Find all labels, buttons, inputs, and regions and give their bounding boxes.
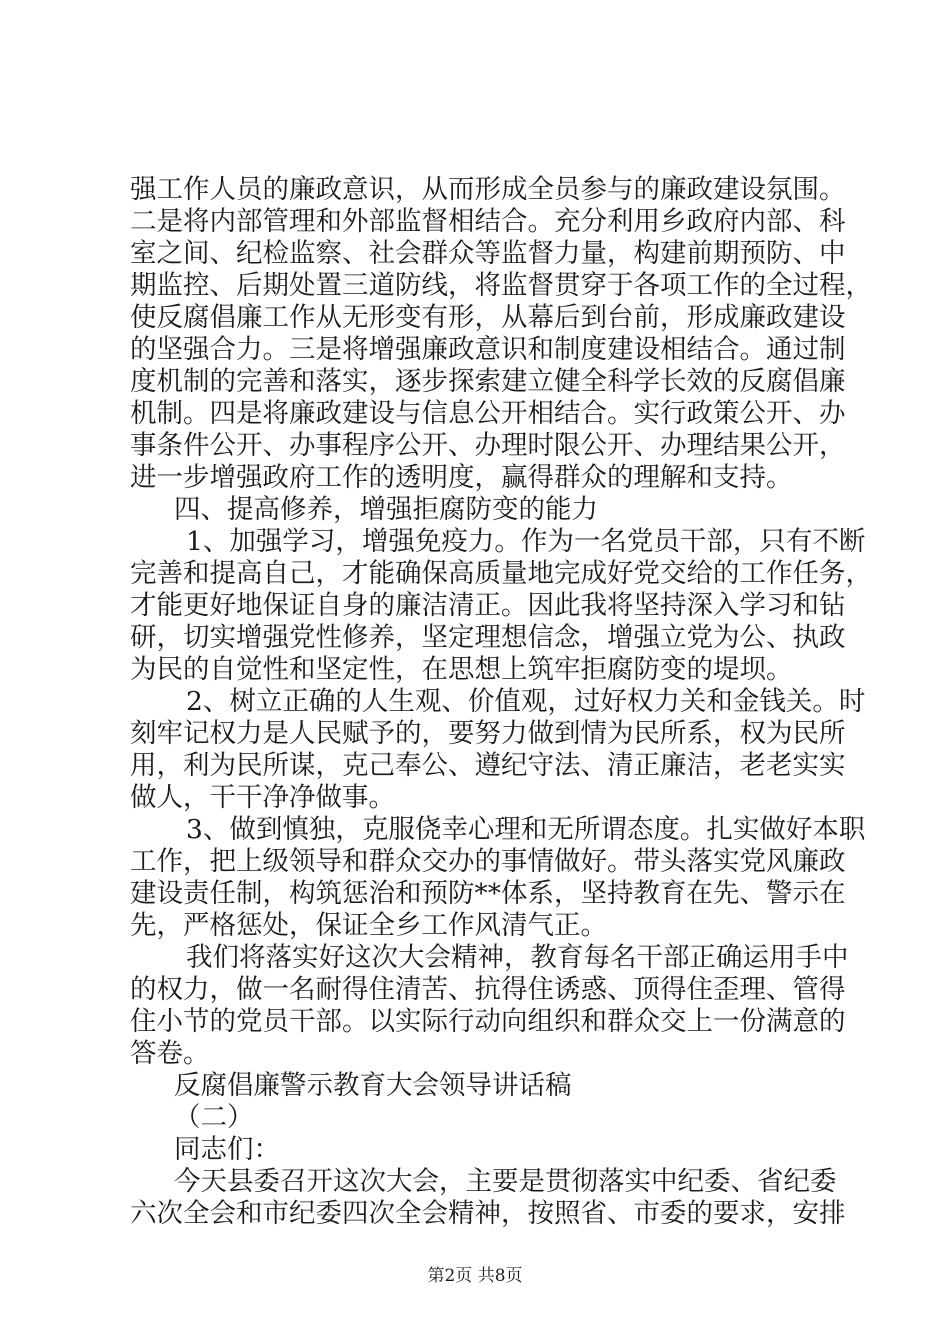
body-text-line: 六次全会和市纪委四次全会精神，按照省、市委的要求，安排 [130,1198,846,1229]
body-text-line: 答卷。 [130,1038,210,1069]
body-text-line: 室之间、纪检监察、社会群众等监督力量，构建前期预防、中 [130,238,846,269]
body-text-line: 为民的自觉性和坚定性，在思想上筑牢拒腐防变的堤坝。 [130,654,793,685]
body-text-line: 先，严格惩处，保证全乡工作风清气正。 [130,910,607,941]
body-text-line: 的权力，做一名耐得住清苦、抗得住诱惑、顶得住歪理、管得 [130,974,846,1005]
body-text-line: 的坚强合力。三是将增强廉政意识和制度建设相结合。通过制 [130,334,846,365]
body-text-line: 工作，把上级领导和群众交办的事情做好。带头落实党风廉政 [130,846,846,877]
page-number: 第2页 共8页 [427,1266,523,1286]
body-text-line: 使反腐倡廉工作从无形变有形，从幕后到台前，形成廉政建设 [130,302,846,333]
body-text-line: 度机制的完善和落实，逐步探索建立健全科学长效的反腐倡廉 [130,366,846,397]
body-text-line: 才能更好地保证自身的廉洁清正。因此我将坚持深入学习和钻 [130,590,846,621]
section-heading: 四、提高修养，增强拒腐防变的能力 [174,494,598,525]
body-text-line: 进一步增强政府工作的透明度，赢得群众的理解和支持。 [130,462,793,493]
body-text-line: 二是将内部管理和外部监督相结合。充分利用乡政府内部、科 [130,206,846,237]
document-title: 反腐倡廉警示教育大会领导讲话稿 [174,1070,572,1101]
body-text-line: 事条件公开、办事程序公开、办理时限公开、办理结果公开， [130,430,846,461]
body-text-line: 建设责任制，构筑惩治和预防**体系，坚持教育在先、警示在 [130,878,846,909]
body-text-line: 期监控、后期处置三道防线，将监督贯穿于各项工作的全过程， [130,270,872,301]
body-text-line: 机制。四是将廉政建设与信息公开相结合。实行政策公开、办 [130,398,846,429]
body-text-line: 用，利为民所谋，克己奉公、遵纪守法、清正廉洁，老老实实 [130,750,846,781]
document-subtitle: （二） [174,1102,254,1133]
body-text-line: 1、加强学习，增强免疫力。作为一名党员干部，只有不断 [186,526,866,557]
body-text-line: 住小节的党员干部。以实际行动向组织和群众交上一份满意的 [130,1006,846,1037]
body-text-line: 3、做到慎独，克服侥幸心理和无所谓态度。扎实做好本职 [186,814,866,845]
body-text-line: 完善和提高自己，才能确保高质量地完成好党交给的工作任务， [130,558,872,589]
body-text-line: 今天县委召开这次大会，主要是贯彻落实中纪委、省纪委 [174,1166,837,1197]
salutation: 同志们： [174,1134,280,1165]
body-text-line: 研，切实增强党性修养，坚定理想信念，增强立党为公、执政 [130,622,846,653]
body-text-line: 做人，干干净净做事。 [130,782,395,813]
body-text-line: 2、树立正确的人生观、价值观，过好权力关和金钱关。时 [186,686,866,717]
body-text-line: 强工作人员的廉政意识，从而形成全员参与的廉政建设氛围。 [130,174,846,205]
body-text-line: 刻牢记权力是人民赋予的，要努力做到情为民所系，权为民所 [130,718,846,749]
body-text-line: 我们将落实好这次大会精神，教育每名干部正确运用手中 [186,942,849,973]
